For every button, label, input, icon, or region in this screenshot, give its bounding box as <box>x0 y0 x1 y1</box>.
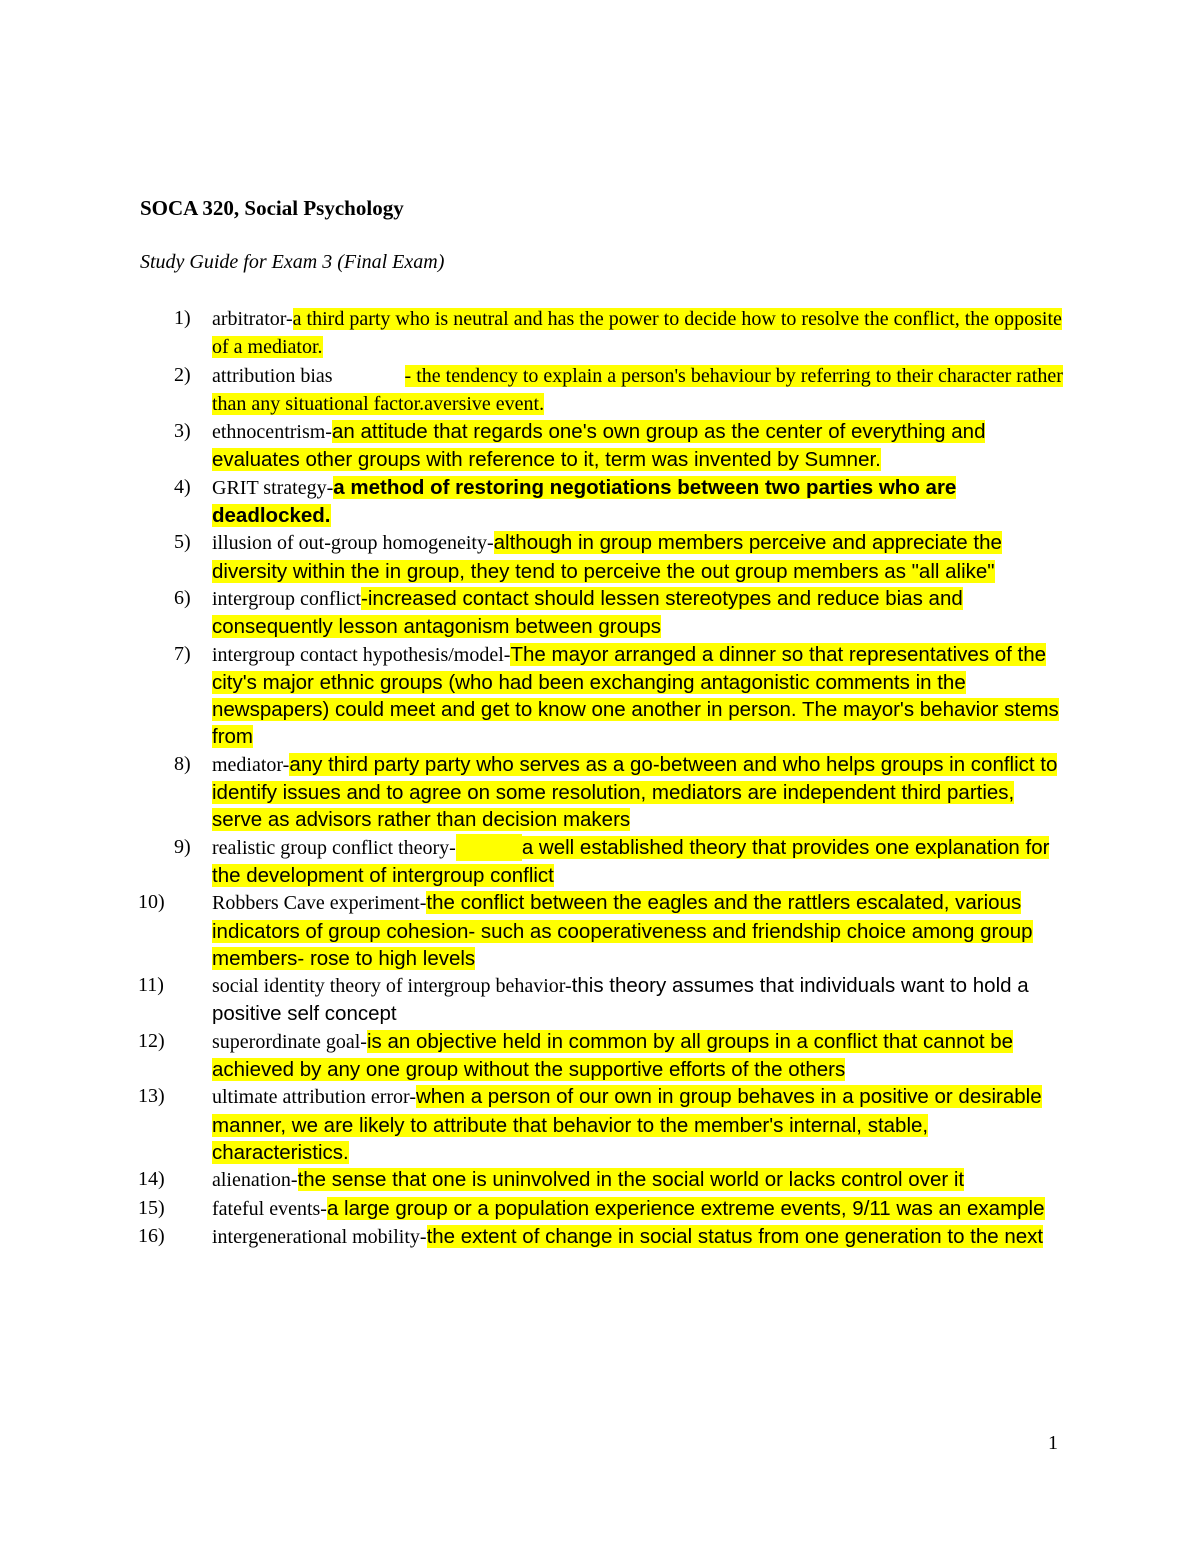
list-item <box>140 305 1070 362</box>
item-definition: is an objective held in common by all groups in a conflict that cannot be achieved by any one group without the supportive efforts of the others <box>212 1029 1014 1082</box>
item-term: arbitrator- <box>212 308 293 330</box>
item-number: 4) <box>174 475 191 498</box>
list-item <box>140 585 1070 641</box>
item-number: 2) <box>174 363 191 386</box>
item-term: alienation- <box>212 1169 298 1192</box>
item-number: 9) <box>174 835 191 858</box>
item-definition: -increased contact should lessen stereotypes and reduce bias and consequently lesson antagonism between groups <box>212 586 963 639</box>
item-number: 1) <box>174 307 191 329</box>
item-number: 16) <box>138 1224 165 1247</box>
list-item <box>140 362 1070 419</box>
item-term: superordinate goal- <box>212 1030 367 1053</box>
list-item <box>140 1083 1070 1166</box>
item-term: mediator- <box>212 753 290 776</box>
item-definition: a large group or a population experience extreme events, 9/11 was an example <box>326 1196 1045 1220</box>
document-title: SOCA 320, Social Psychology <box>140 196 404 220</box>
item-term: ultimate attribution error- <box>212 1086 416 1109</box>
item-definition: the sense that one is uninvolved in the social world or lacks control over it <box>297 1168 965 1192</box>
item-term: intergroup conflict <box>212 587 362 610</box>
item-number: 7) <box>174 642 191 665</box>
item-term: ethnocentrism- <box>212 421 332 444</box>
list-item <box>140 474 1070 530</box>
item-definition: a method of restoring negotiations between two parties who are deadlocked. <box>212 475 957 528</box>
item-definition: a third party who is neutral and has the power to decide how to resolve the conflict, the opposite of a mediator. <box>212 308 1062 359</box>
list-item <box>140 1195 1070 1223</box>
list-item <box>140 1223 1070 1251</box>
item-definition: The mayor arranged a dinner so that representatives of the city's major ethnic groups (who had been exchanging antagonistic comments in the newspapers) could meet and get to know one another in person. The mayor's behavior stems from <box>212 642 1059 749</box>
item-term: social identity theory of intergroup behavior- <box>212 975 572 998</box>
item-number: 13) <box>138 1085 165 1108</box>
document-subtitle: Study Guide for Exam 3 (Final Exam) <box>140 251 445 273</box>
item-term: intergenerational mobility- <box>212 1225 427 1248</box>
list-item <box>140 1028 1070 1084</box>
list-item <box>140 1166 1070 1194</box>
item-number: 5) <box>174 531 191 554</box>
list-item <box>140 751 1070 834</box>
item-number: 11) <box>138 974 164 997</box>
item-definition: - the tendency to explain a person's behaviour by referring to their character rather than any situational factor.aversive event. <box>212 364 1063 415</box>
item-definition: when a person of our own in group behaves in a positive or desirable manner, we are likely to attribute that behavior to the member's internal, stable, characteristics. <box>212 1085 1042 1164</box>
item-term: illusion of out-group homogeneity- <box>212 532 494 555</box>
item-number: 12) <box>138 1029 165 1052</box>
item-definition: this theory assumes that individuals want to hold a positive self concept <box>212 974 1029 1026</box>
item-number: 8) <box>174 752 191 775</box>
item-number: 15) <box>138 1196 165 1219</box>
item-definition: the conflict between the eagles and the rattlers escalated, various indicators of group cohesion- such as cooperativeness and friendship choice among group members- rose to high levels <box>212 891 1033 970</box>
item-term: attribution bias <box>212 364 333 387</box>
item-number: 10) <box>138 891 165 914</box>
list-item <box>140 529 1070 585</box>
list-item <box>140 418 1070 474</box>
item-definition: although in group members perceive and appreciate the diversity within the in group, they tend to perceive the out group members as "all alike" <box>212 531 1002 583</box>
item-number: 3) <box>174 420 191 443</box>
item-term: GRIT strategy- <box>212 476 334 499</box>
item-term: intergroup contact hypothesis/model- <box>212 643 511 666</box>
item-term: realistic group conflict theory- <box>212 836 456 859</box>
item-definition: any third party party who serves as a go-between and who helps groups in conflict to identify issues and to agree on some resolution, mediators are independent third parties, serve as advisors rather than decision makers <box>212 752 1058 832</box>
list-item <box>140 641 1070 751</box>
item-number: 6) <box>174 586 191 609</box>
item-definition: a well established theory that provides one explanation for the development of intergroup conflict <box>212 835 1050 887</box>
item-term: fateful events- <box>212 1197 327 1220</box>
list-item <box>140 834 1070 890</box>
item-number: 14) <box>138 1168 165 1191</box>
study-guide-list <box>140 305 1070 1251</box>
item-definition: the extent of change in social status from one generation to the next <box>426 1224 1044 1248</box>
list-item <box>140 889 1070 972</box>
item-definition: an attitude that regards one's own group as the center of everything and evaluates other groups with reference to it, term was invented by Sumner. <box>212 420 986 472</box>
list-item <box>140 972 1070 1028</box>
page-number: 1 <box>1048 1432 1058 1454</box>
item-term: Robbers Cave experiment- <box>212 892 427 915</box>
